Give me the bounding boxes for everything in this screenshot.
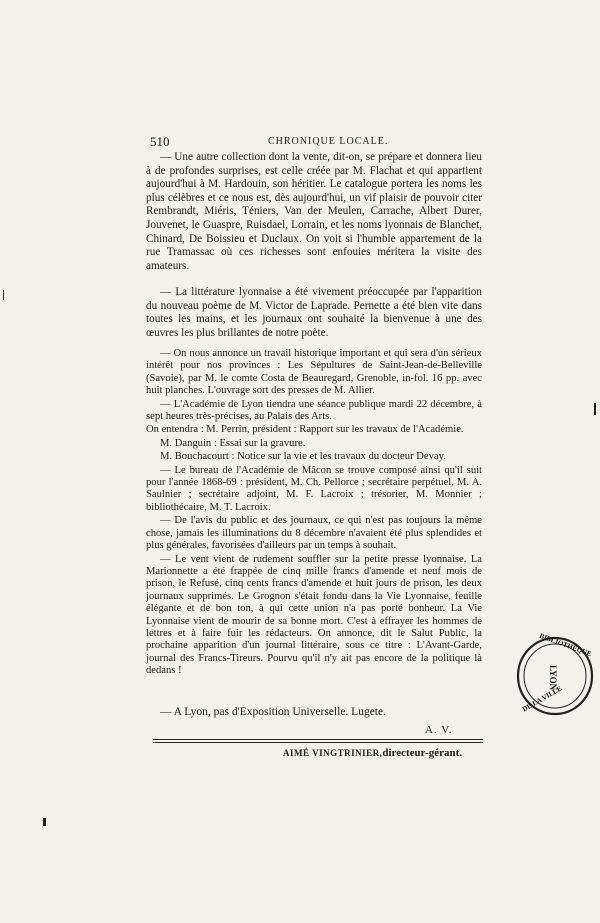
paragraph-bouchacourt: M. Bouchacourt : Notice sur la vie et les travaux du docteur Devay. (160, 451, 446, 463)
ink-speck (43, 818, 46, 826)
director-line (283, 747, 462, 759)
author-signature: A. V. (425, 724, 453, 736)
paragraph-program: On entendra : M. Perrin, président : Rapport sur les travaux de l'Académie. (146, 424, 464, 436)
director-title: directeur-gérant. (382, 747, 463, 759)
margin-mark (594, 403, 596, 415)
stamp-center-text: LYON (548, 665, 558, 691)
running-title: CHRONIQUE LOCALE. (268, 136, 389, 147)
paragraph-historical-work: — On nous annonce un travail historique important et qui sera d'un sérieux intérêt pour nos provinces : Les Sépultures de Saint-Jean-de-Belleville (Savoie), par M. le comte Costa de Beauregard, Grenoble, in-fol. 16 pp. avec huit planches. L'ouvrage sort des presses de M. Allier. (146, 348, 482, 397)
paragraph-academy-macon: — Le bureau de l'Académie de Mâcon se trouve composé ainsi qu'il suit pour l'année 1868-69 : président, M. Ch. Pellorce ; secrétaire perpétuel, M. A. Saulnier ; secrétaire adjoint, M. F. Lacroix ; trésorier, M. Monnier ; bibliothécaire, M. T. Lacroix. (146, 464, 482, 513)
stamp-bottom-text: DE LA VILLE (520, 684, 564, 714)
paragraph-literature: — La littérature lyonnaise a été vivement préoccupée par l'apparition du nouveau poème de M. Victor de Laprade. Pernette a été bien vite dans toutes les mains, et les journaux ont souhaité la bienvenue à une des œuvres les plus brillantes de notre poète. (146, 286, 482, 339)
library-stamp (514, 631, 596, 717)
closing-line: — A Lyon, pas d'Exposition Universelle. Lugete. (160, 706, 386, 718)
divider-rule-thin (153, 742, 483, 743)
paragraph-collection: — Une autre collection dont la vente, dit-on, se prépare et donnera lieu à de profondes surprises, est celle créée par M. Flachat et qui appartient aujourd'hui à M. Hardouin, son héritier. Le catalogue portera les noms les plus célèbres et ce nous est, dès aujourd'hui, un vif plaisir de pouvoir citer Rembrandt, Miéris, Téniers, Van der Meulen, Carrache, Albert Durer, Jouvenet, le Guaspre, Ruisdael, Lorrain, et les noms lyonnais de Blanchet, Chinard, De Boissieu et Duclaux. On voit si l'humble appartement de la rue Tramassac où ces richesses sont enfouies méritera la visite des amateurs. (146, 151, 482, 272)
page-number: 510 (150, 134, 170, 149)
stamp-top-text: BIBLIOTHÈQUE (538, 631, 593, 659)
paragraph-illuminations: — De l'avis du public et des journaux, ce qui n'est pas toujours la même chose, jamais les illuminations du 8 décembre n'avaient été plus splendides et plus générales, favorisées d'ailleurs par un temps à souhait. (146, 515, 482, 552)
article-text-bottom (146, 348, 482, 679)
divider-rule (153, 739, 483, 740)
paragraph-danguin: M. Danguin : Essai sur la gravure. (160, 437, 306, 449)
paragraph-press: — Le vent vient de rudement souffler sur la petite presse lyonnaise. La Marionnette a été frappée de cinq mille francs d'amende et neuf mois de prison, le Refusé, cinq cents francs d'amende et huit jours de prison, les deux journaux supprimés. Le Grognon s'était fondu dans la Vie Lyonnaise, feuille élégante et de bon ton, à qui cette union n'a pas porté bonheur. La Vie Lyonnaise vient de mourir de sa bonne mort. C'est à effrayer les hommes de lettres et à faire fuir les rédacteurs. On annonce, dit le Salut Public, la prochaine apparition d'un journal littéraire, sous ce titre : L'Avant-Garde, journal des Francs-Tireurs. Pourvu qu'il n'y ait pas encore de la politique là dedans ! (146, 553, 482, 677)
director-name: AIMÉ VINGTRINIER, (283, 748, 383, 758)
paragraph-academy-lyon: — L'Académie de Lyon tiendra une séance publique mardi 22 décembre, à sept heures très-précises, au Palais des Arts. (146, 398, 482, 423)
margin-mark (3, 290, 4, 300)
article-text-middle (146, 286, 482, 342)
article-text-top (146, 151, 482, 275)
